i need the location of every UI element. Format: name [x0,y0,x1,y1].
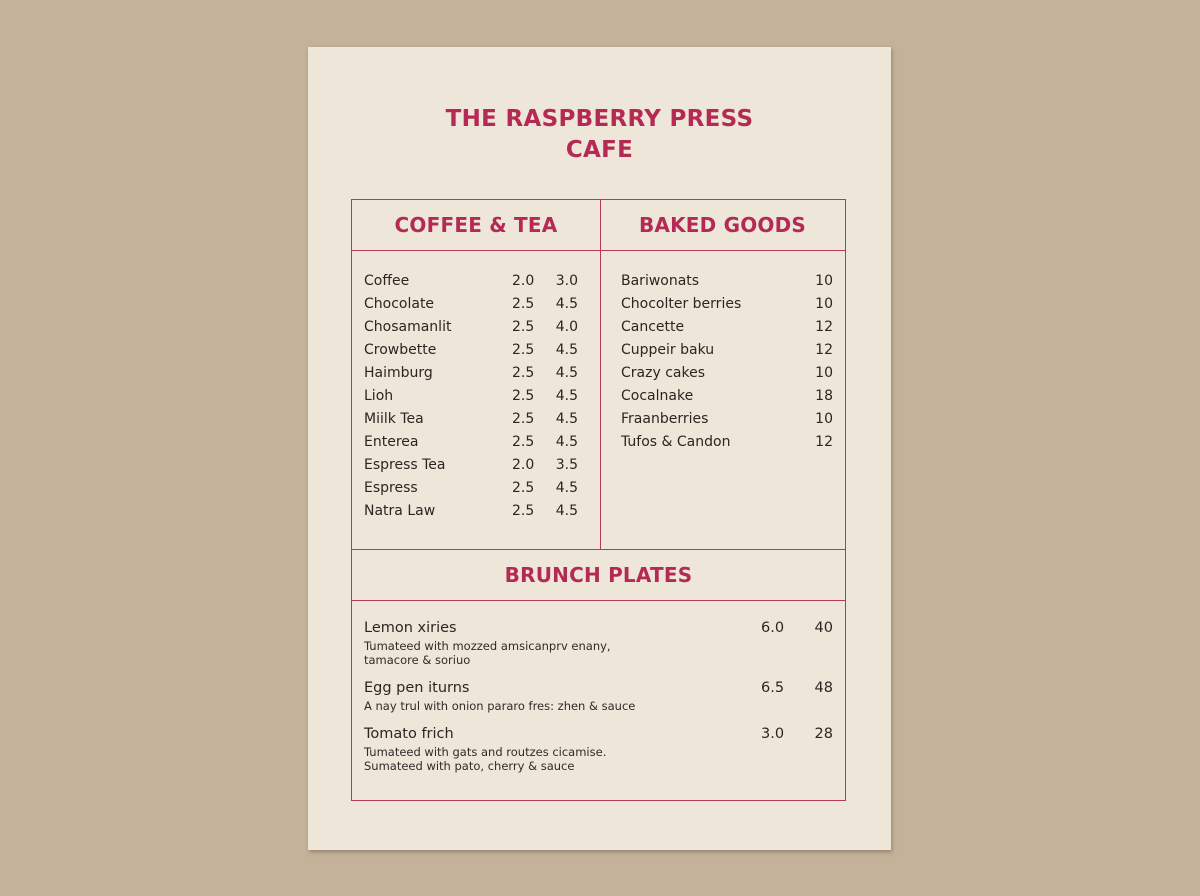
price-small: 2.5 [512,479,535,496]
price-single: 6.5 [761,680,785,696]
price-small: 2.5 [512,387,535,404]
item-name: Espress [364,479,418,496]
menu-item [600,338,845,361]
menu-item [600,384,845,407]
menu-item [600,292,845,315]
section-baked-goods [600,200,845,550]
menu-item [600,361,845,384]
menu-item [352,338,600,361]
item-name: Fraanberries [621,410,709,427]
item-name: Cuppeir baku [621,341,715,358]
price-large: 4.5 [555,410,578,427]
brunch-item [364,617,833,667]
item-name: Natra Law [364,502,436,519]
item-name: Chocolate [364,295,435,312]
item-name: Haimburg [364,364,433,381]
price-small: 2.5 [512,341,535,358]
cafe-title-line1: THE RASPBERRY PRESS [445,106,754,132]
menu-item [352,499,600,522]
item-name: Espress Tea [364,456,446,473]
price-large: 4.5 [555,502,578,519]
brunch-item-header [364,723,833,745]
price-small: 2.0 [512,272,535,289]
item-price: 10 [815,364,833,381]
cafe-title [308,104,891,166]
item-price: 10 [815,272,833,289]
menu-item [352,269,600,292]
brunch-item-header [364,677,833,699]
price-large: 4.5 [555,387,578,404]
section-brunch-plates [352,549,845,800]
item-description: A nay trul with onion pararo fres: zhen & sauce [364,699,636,713]
item-price: 10 [815,295,833,312]
item-name: Coffee [364,272,410,289]
item-description: tamacore & soriuo [364,653,471,667]
price-small: 2.5 [512,410,535,427]
price-large: 4.5 [555,364,578,381]
price-small: 2.5 [512,364,535,381]
item-name: Bariwonats [621,272,700,289]
price-large: 3.5 [555,456,578,473]
menu-page [308,47,891,850]
price-large: 4.5 [555,295,578,312]
item-name: Enterea [364,433,419,450]
section-heading: BRUNCH PLATES [352,550,845,601]
menu-item [600,315,845,338]
item-name: Cancette [621,318,685,335]
menu-item [352,476,600,499]
price-large: 4.5 [555,341,578,358]
price-single: 6.0 [761,620,785,636]
section-coffee-tea [352,200,601,550]
item-name: Crazy cakes [621,364,705,381]
price-large: 4.5 [555,433,578,450]
menu-item [352,430,600,453]
item-name: Lioh [364,387,394,404]
price-set: 28 [814,726,833,742]
price-small: 2.5 [512,502,535,519]
price-small: 2.5 [512,318,535,335]
price-set: 40 [814,620,833,636]
section-heading: COFFEE & TEA [352,200,600,251]
brunch-plates-list [352,601,845,773]
menu-frame [351,199,846,801]
brunch-item-header [364,617,833,639]
item-price: 12 [815,433,833,450]
item-description: Sumateed with pato, cherry & sauce [364,759,575,773]
item-name: Cocalnake [621,387,694,404]
brunch-item [364,723,833,773]
brunch-item [364,677,833,713]
item-name: Tufos & Candon [621,433,731,450]
item-name: Chocolter berries [621,295,742,312]
baked-goods-list [600,251,845,453]
menu-item [352,361,600,384]
item-name: Miilk Tea [364,410,424,427]
menu-item [600,407,845,430]
price-single: 3.0 [761,726,785,742]
coffee-tea-list [352,251,600,522]
item-name: Tomato frich [364,726,454,742]
price-large: 3.0 [555,272,578,289]
item-description: Tumateed with gats and routzes cicamise. [364,745,607,759]
menu-item [352,292,600,315]
price-small: 2.5 [512,295,535,312]
item-name: Egg pen iturns [364,680,470,696]
menu-item [600,430,845,453]
menu-item [352,315,600,338]
section-heading: BAKED GOODS [600,200,845,251]
item-price: 12 [815,318,833,335]
item-name: Lemon xiries [364,620,457,636]
item-description: Tumateed with mozzed amsicanprv enany, [364,639,611,653]
cafe-title-line2: CAFE [565,137,634,163]
price-set: 48 [814,680,833,696]
price-small: 2.5 [512,433,535,450]
item-price: 10 [815,410,833,427]
item-name: Crowbette [364,341,437,358]
item-price: 18 [815,387,833,404]
menu-item [600,269,845,292]
menu-item [352,407,600,430]
item-name: Chosamanlit [364,318,452,335]
menu-item [352,384,600,407]
price-small: 2.0 [512,456,535,473]
item-price: 12 [815,341,833,358]
price-large: 4.0 [555,318,578,335]
price-large: 4.5 [555,479,578,496]
menu-item [352,453,600,476]
